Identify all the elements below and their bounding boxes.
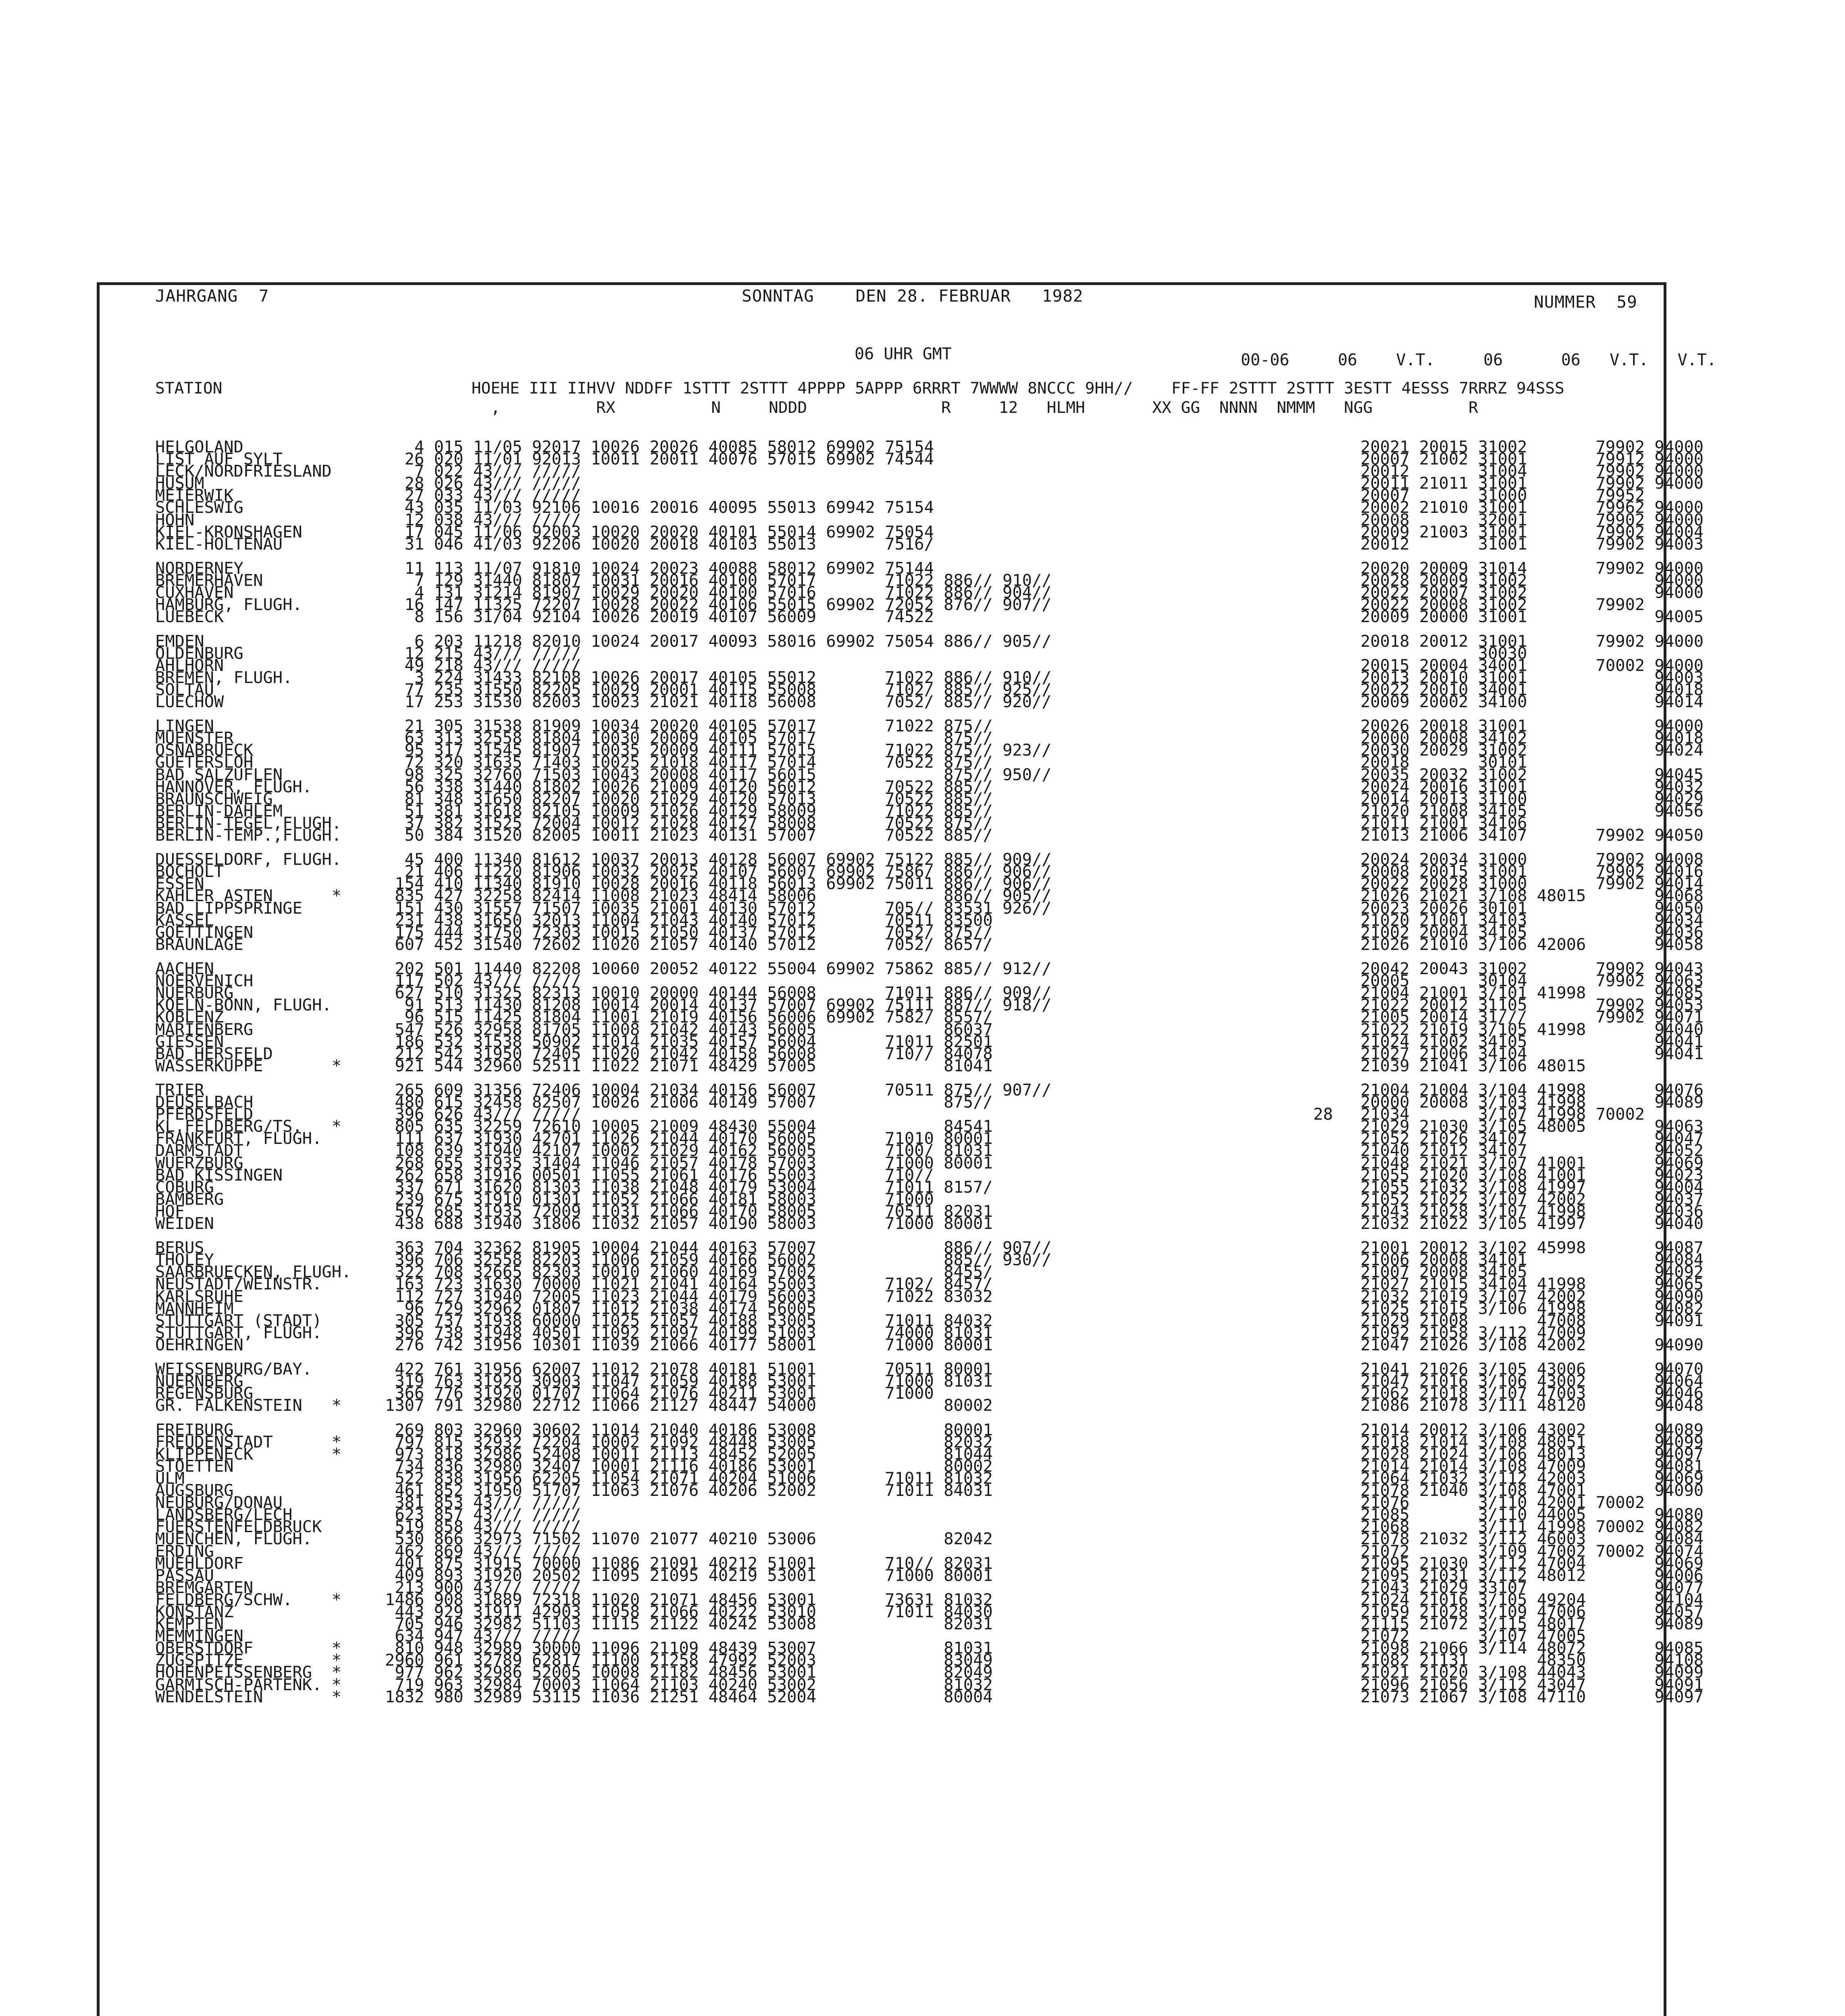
issue-date: SONNTAG DEN 28. FEBRUAR 1982 [742,286,1084,306]
observation-time: 06 UHR GMT [855,345,952,363]
issue-number: NUMMER 59 [1534,292,1637,312]
column-header-row: STATION HOEHE III IIHVV NDDFF 1STTT 2STTT 4PPPP 5APPP 6RRRT 7WWWW 8NCCC 9HH// FF-FF 2STTT 2STTT 3ESTT 4ESSS 7RRRZ 94SSS [155,379,1564,398]
station-names: HELGOLAND LIST AUF SYLT LECK/NORDFRIESLAND HUSUM MEIERWIK SCHLESWIG HOHN KIEL-KRONSHAGEN KIEL-HOLTENAU NORDERNEY BREMERHAVEN CUXHAVEN HAMBURG, FLUGH. LUEBECK EMDEN OLDENBURG AHLHORN BREMEN, FLUGH. SOLTAU LUECHOW LINGEN MUENSTER OSNABRUECK GUETERSLOH BAD SALZUFLEN HANNOVER, FLUGH. BRAUNSCHWEIG BERLIN-DAHLEM BERLIN-TEGEL,FLUGH. BERLIN-TEMP.,FLUGH. DUESSELDORF, FLUGH. BOCHOLT ESSEN KAHLER ASTEN * BAD LIPPSPRINGE KASSEL GOETTINGEN BRAUNLAGE AACHEN NOERVENICH NUERBURG KOELN-BONN, FLUGH. KOBLENZ MARIENBERG GIESSEN BAD HERSFELD WASSERKUPPE * TRIER DEUSELBACH PFERDSFELD KL.FELDBERG/TS. * FRANKFURT, FLUGH. DARMSTADT WUERZBURG BAD KISSINGEN COBURG BAMBERG HOF WEIDEN BERUS THOLEY SAARBRUECKEN, FLUGH. NEUSTADT/WEINSTR. KARLSRUHE MANNHEIM STUTTGART (STADT) STUTTGART, FLUGH. OEHRINGEN WEISSENBURG/BAY. NUERNBERG REGENSBURG GR. FALKENSTEIN * FREIBURG FREUDENSTADT * KLIPPENECK * STOETTEN ULM AUGSBURG NEUBURG/DONAU LANDSBERG/LECH FUERSTENFELDBRUCK MUENCHEN, FLUGH. ERDING MUEHLDORF PASSAU BREMGARTEN FELDBERG/SCHW. * KONSTANZ KEMPTEN MEMMINGEN OBERSTDORF * ZUGSPITZE * HOHENPEISSENBERG * GARMISCH-PARTENK. * WENDELSTEIN * [155,437,352,1706]
extreme-value-groups [1360,437,1704,1706]
column-groups: 00-06 06 V.T. 06 06 V.T. V.T. [1241,351,1717,369]
column-header-subrow: , RX N NDDD R 12 HLMH XX GG NNNN NMMM NGG R [155,398,1478,417]
observation-groups: 4 015 11/05 92017 10026 20026 40085 58012 69902 75154 26 020 11/01 92013 10011 20011 40076 57015 69902 74544 7 022 43/// ///// 28 026 43/// ///// 27 033 43/// ///// 43 035 11/03 92106 10016 20016 40095 55013 69942 75154 12 038 43/// ///// 17 045 11/06 92003 10020 20020 40101 55014 69902 75054 31 046 41/03 92206 10020 20018 40103 55013 7516/ 11 113 11/07 91810 10024 20023 40088 58012 69902 75144 7 129 31440 81807 10031 20016 40100 57017 71022 886// 910// 4 131 31214 81907 10029 20020 40100 57016 71022 886// 904// 16 147 11325 72207 10028 20022 40106 55015 69902 72052 876// 907// 8 156 31/04 92104 10026 20019 40107 56009 74522 6 203 11218 82010 10024 20017 40093 58016 69902 75054 886// 905// 12 215 43/// ///// 49 218 43/// ///// 3 224 31433 82108 10026 20017 40105 55012 71022 886// 910// 77 235 31550 82205 10029 20001 40115 55008 7102/ 885// 925// 17 253 31530 82003 10023 21021 40118 56008 7052/ 885// 920// 21 305 31538 81909 10034 20020 40105 57017 71022 875// 63 313 32558 81804 10030 20009 40105 57017 875// 95 317 31545 81907 10035 20009 40111 57015 71022 875// 923// 72 320 31635 71403 10025 21018 40117 57014 70522 875// 98 325 32760 71503 10043 20008 40117 56015 875// 950// 56 338 31440 81802 10026 21009 40120 56012 70522 885// 81 348 31650 82207 10020 21029 40120 57013 70522 885// 51 381 31618 82105 10009 21026 40129 58009 71022 885// 37 382 31525 72004 10012 21028 40127 58008 70522 875// 50 384 31520 82005 10011 21023 40131 57007 70522 885// 45 400 11340 81612 10037 20013 40128 56007 69902 75122 885// 909// 21 406 11220 81906 10032 20025 40107 56007 69902 7586/ 886// 906// 154 410 11340 81910 10028 20016 40118 56013 69902 75011 886// 906// 835 427 32258 82414 11008 21023 48414 58006 886// 905// 151 430 31557 71507 10035 21001 40130 57012 705// 83531 926// 231 438 31650 32013 11004 21043 40140 57012 70511 83500 175 444 31750 72303 10015 21050 40137 57012 7052/ 875// 607 452 31540 72602 11020 21057 40140 57012 7052/ 8657/ 202 501 11440 82208 10060 20052 40122 55004 69902 75862 885// 912// 117 502 43/// ///// 627 510 31325 82313 10010 20000 40144 56008 71011 886// 909// 91 513 11430 81208 10014 20014 40137 57007 69902 75111 887// 918// 96 515 11425 81804 11001 21019 40156 56006 69902 7582/ 8557/ 547 526 32958 81705 11008 21042 40143 56005 86037 186 532 31538 50902 11014 21035 40157 56004 71011 82501 212 542 31950 72405 11020 21042 40158 56008 710// 84078 921 544 32960 52511 11022 21071 48429 57005 81041 265 609 31356 72406 10004 21034 40156 56007 70511 875// 907// 480 615 32458 82507 10026 21006 40149 57007 875// 396 626 43/// ///// 805 635 32259 72610 10005 21009 48430 55004 84541 111 637 31930 42701 11026 21044 40170 56005 71010 80001 108 639 31940 42107 10002 21029 40162 56005 7100/ 81031 268 655 31935 31404 11046 21057 40178 57003 71000 80001 262 658 31916 00501 11055 21061 40176 55003 710// 337 671 31620 81303 11038 21048 40179 53004 71011 8157/ 239 675 31910 01301 11052 21066 40181 58003 71000 567 685 31935 72009 11031 21066 40170 58005 70511 82031 438 688 31940 31806 11032 21057 40190 58003 71000 80001 363 704 32362 81905 10004 21044 40163 57007 886// 907// 396 706 32558 82203 11006 21059 40166 56002 885// 930// 322 708 32665 82303 10010 21060 40169 57002 8455/ 163 723 31630 70000 11021 21041 40164 55003 7102/ 8457/ 112 727 31940 72005 11023 21044 40179 56003 71022 83032 96 729 32962 01807 11012 21038 40174 56005 305 737 31938 60000 11025 21057 40188 53005 71011 84032 396 738 31948 40501 11092 21097 40199 51003 74000 81031 276 742 31956 10301 11039 21066 40177 58001 71000 80001 422 761 31956 62007 11012 21078 40181 51001 70511 80001 319 763 31929 30903 11047 21059 40188 53001 71000 81031 366 776 31920 01707 11064 21076 40211 53001 71000 1307 791 32980 22712 11066 21127 48447 54000 80002 269 803 32960 30602 11014 21040 40186 53008 80001 797 815 32932 72204 10002 21092 48448 53005 82032 973 818 32986 52408 10011 21113 48452 52005 81044 734 836 32980 32407 10001 21116 40186 53001 80002 522 838 31956 62205 11054 21071 40204 51006 71011 81032 461 852 31950 51707 11063 21076 40206 52002 71011 84031 381 853 43/// ///// 623 857 43/// ///// 519 858 43/// ///// 530 866 32973 71502 11070 21077 40210 53006 82042 462 869 43/// ///// 401 875 31915 70000 11086 21091 40212 51001 710// 82031 409 893 31920 20502 11095 21095 40219 53001 71000 80001 213 900 43/// ///// 1486 908 31889 72318 11020 21071 48456 53001 73631 81032 443 929 31911 42903 11058 21066 40222 53010 71011 84030 705 946 32982 51103 11115 21122 40242 53008 82031 634 947 43/// ///// 810 948 32989 30000 11096 21109 48439 53007 81031 2960 961 32789 62817 11100 21258 47992 52003 83049 977 962 32986 52005 10008 21182 48456 53001 82049 719 963 32984 70003 11064 21103 40240 53002 81032 1832 980 32989 53115 11036 21251 48464 52004 80004 [385,437,1052,1706]
extreme-value-text: 20021 20015 31002 79902 94000 20007 21002 31001 79912 94000 20012 31004 79902 94000 20011 21011 31001 79902 94000 20007 31000 79952 20002 21010 31001 79962 94000 20008 32001 79902 94000 20009 21003 31001 79902 94004 20012 31001 79902 94003 20020 20009 31014 79902 94000 20028 20009 31002 94000 20022 20007 31002 94000 20022 20008 31002 79902 20009 20000 31001 94005 20018 20012 31001 79902 94000 30030 20015 20004 34001 70002 94000 20013 20010 31001 94003 20022 20010 34001 94018 20009 20002 34100 94014 20026 20018 31001 94000 20000 20008 34102 94018 20030 20029 31002 94024 20018 30101 20035 20032 31002 94045 20024 20016 31001 94032 20014 20013 31100 94029 21020 21008 34105 94056 21011 21001 34106 21013 21006 34107 79902 94050 20024 20034 31000 79902 94008 20008 20015 31001 79902 94016 20022 20028 31000 79902 94014 21026 21021 3/108 48015 94068 20023 20026 30101 94050 21020 21001 34103 94034 21002 20004 34105 94036 21026 21010 3/106 42006 94058 20042 20043 31002 79902 94043 20005 30104 79902 94063 21004 21001 3/101 41998 94085 21022 20012 31105 79902 94053 21005 20014 31/// 79902 94071 21022 21019 3/105 41998 94040 21024 21002 34105 94041 21027 21006 34104 94041 21039 21041 3/106 48015 21004 21004 3/104 41998 94076 20000 20008 3/103 41998 94089 21034 3/107 41998 70002 21029 21030 3/105 48005 94063 21052 21026 34107 94047 21040 21012 34107 94052 21048 21021 3/107 41001 94069 21055 21020 3/108 41001 94023 21055 21032 3/108 41997 94004 21052 21022 3/107 42002 94037 21043 21028 3/107 41998 94036 21032 21022 3/105 41997 94040 21001 20012 3/102 45998 94087 21006 20008 34101 94084 21007 20008 34105 94092 21027 21015 34104 41998 94065 21032 21019 3/107 42002 94090 21025 21015 3/106 41998 94082 21029 21008 47008 94091 21092 21058 3/112 47009 21047 21026 3/108 42002 94090 21041 21026 3/105 43006 94070 21047 21016 3/106 43002 94064 21062 21018 3/107 47003 94046 21086 21078 3/111 48120 94048 21014 20012 3/106 43002 94089 21018 21014 3/108 48051 94099 21028 21024 3/106 48013 94097 21014 21014 3/108 47009 94081 21064 21032 3/112 42003 94069 21078 21040 3/108 47001 94090 21076 3/110 42001 70002 21085 3/110 44005 94080 21068 3/111 41998 70002 94082 21078 21032 3/112 46003 94084 21072 3/109 47002 70002 94074 21095 21030 3/112 47004 94069 21095 21031 3/112 48012 94006 21043 21029 33107 94077 21024 21016 3/105 49204 94104 21059 21028 3/109 47006 94057 21115 21072 3/115 48017 94089 21072 3/107 47005 21098 21066 3/114 48072 94085 21082 21131 48350 94108 21021 21020 3/108 44043 94099 21096 21056 3/112 43047 94091 21073 21067 3/108 47110 94097 [1360,437,1704,1706]
wind-peak-groups: 28 [1313,1104,1333,1124]
jahrgang: JAHRGANG 7 [155,286,269,306]
